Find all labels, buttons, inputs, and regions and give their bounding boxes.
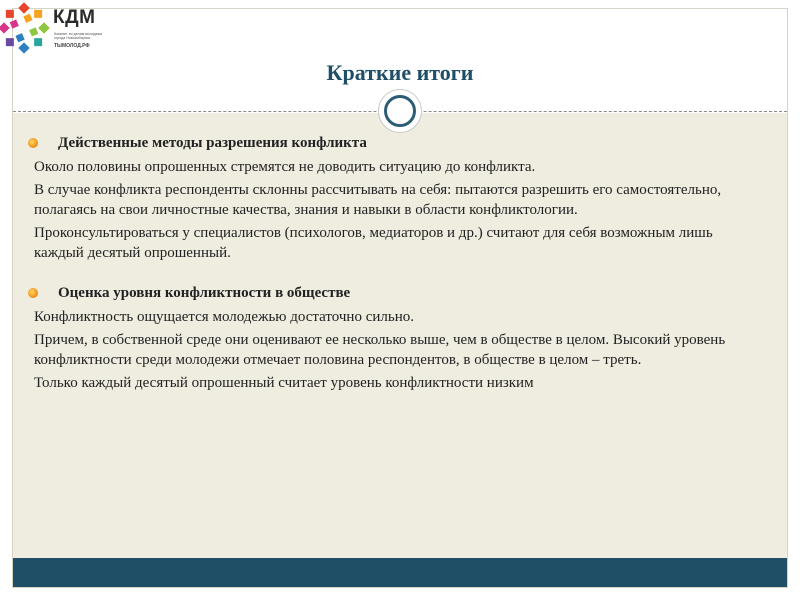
section-heading-text: Действенные методы разрешения конфликта (58, 135, 367, 151)
section-paragraph: Около половины опрошенных стремятся не доводить ситуацию до конфликта. (34, 158, 536, 175)
slide-body (34, 134, 754, 398)
kdm-logo (0, 0, 120, 56)
logo-subtitle: Комитет по делам молодежи города Новосибирска (54, 32, 103, 41)
divider-ornament-icon (378, 89, 422, 133)
ornament-ring (384, 95, 416, 127)
section-heading (34, 134, 754, 154)
section-heading (34, 284, 754, 304)
logo-site: ТЫМОЛОД.РФ (54, 43, 90, 49)
section-paragraph: Только каждый десятый опрошенный считает уровень конфликтности низким (34, 375, 534, 391)
section-paragraph: В случае конфликта респонденты склонны рассчитывать на себя: пытаются разрешить его самостоятельно, полагаясь на свои личностные качества, знания и навыки в области конфликтологии. (34, 182, 722, 218)
section-gap (34, 267, 754, 284)
logo-name: КДМ (53, 7, 96, 28)
footer-bar (13, 558, 787, 587)
slide-title: Краткие итоги (326, 60, 474, 85)
kdm-logo-mark-icon (0, 0, 56, 56)
section-paragraph: Проконсультироваться у специалистов (психологов, медиаторов и др.) считают для себя возможным лишь каждый десятый опрошенный. (34, 225, 713, 261)
bullet-icon (28, 288, 38, 298)
section-paragraph: Причем, в собственной среде они оценивают ее несколько выше, чем в обществе в целом. Высокий уровень конфликтности среди молодежи отмечает половина респондентов, в обществе в целом – треть. (34, 332, 726, 368)
section-heading-text: Оценка уровня конфликтности в обществе (58, 285, 351, 301)
section-paragraph: Конфликтность ощущается молодежью достаточно сильно. (34, 308, 415, 325)
bullet-icon (28, 138, 38, 148)
